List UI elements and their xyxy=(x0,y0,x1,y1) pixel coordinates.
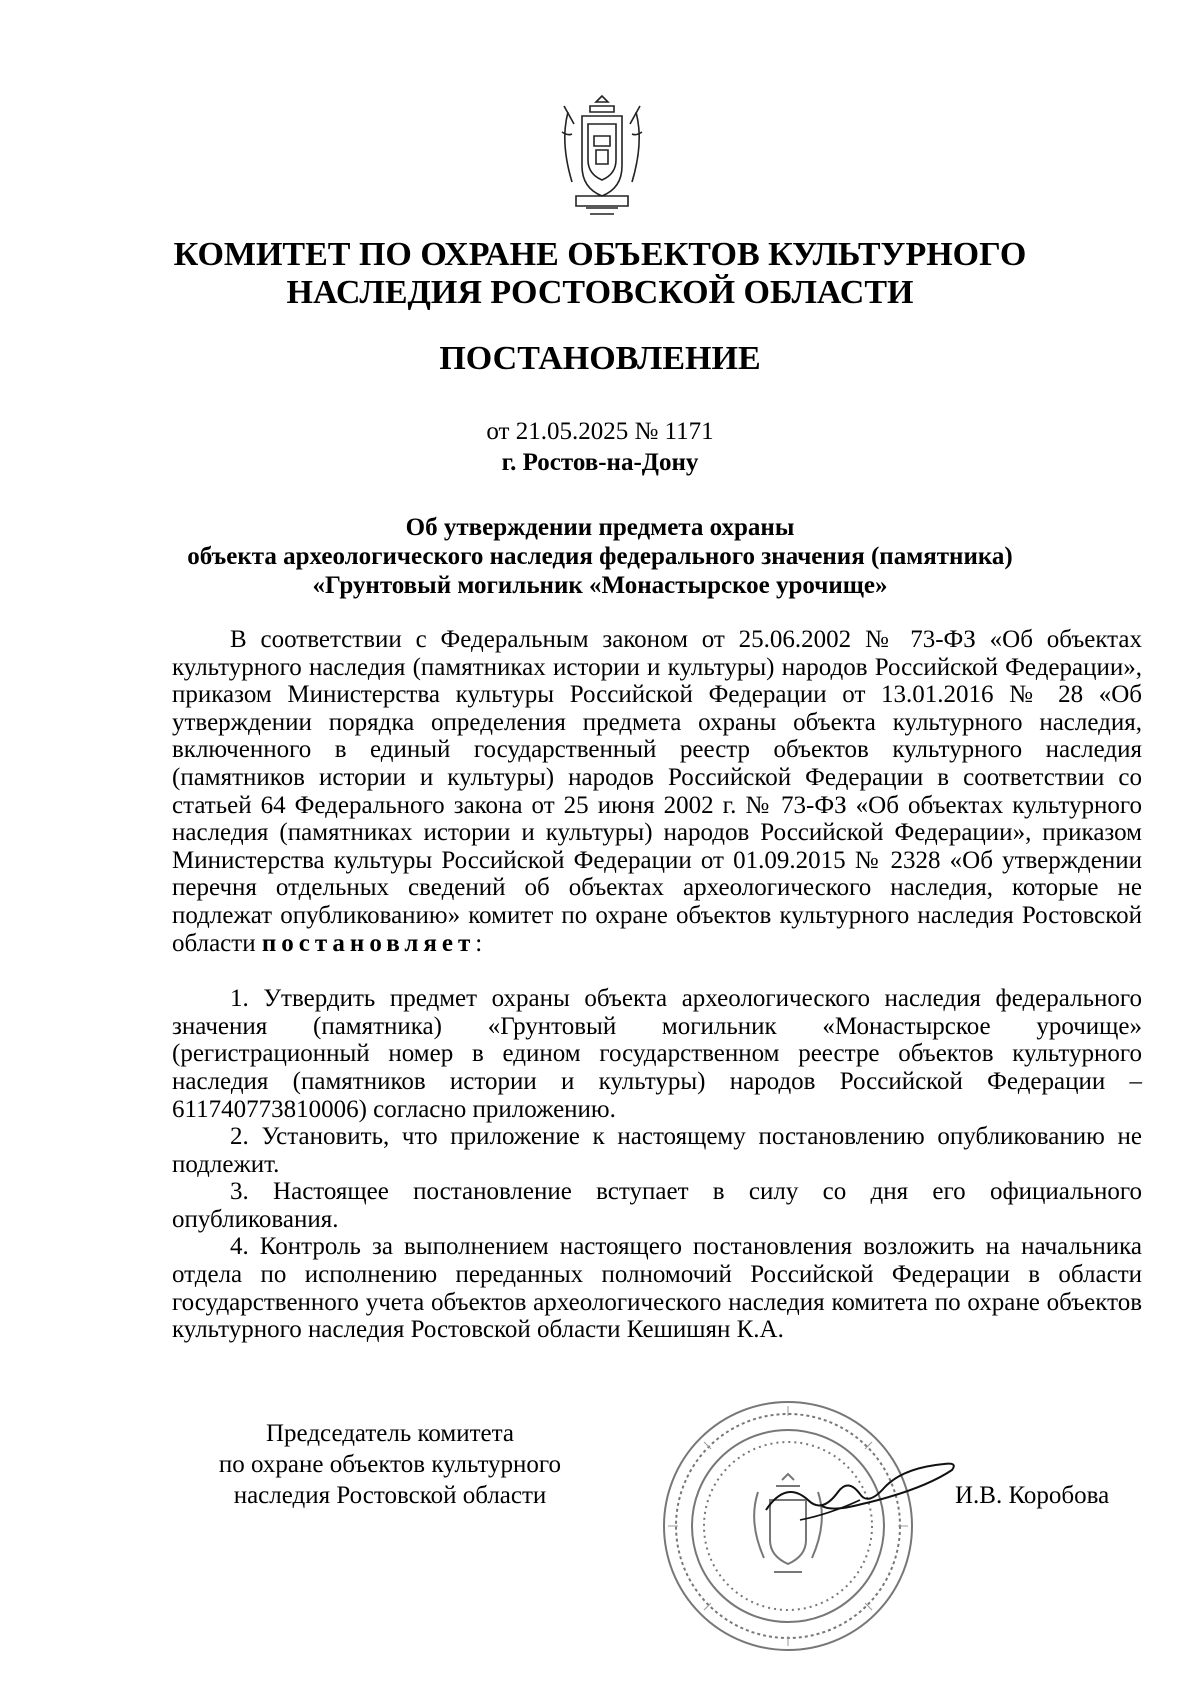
organization-name-line-2: НАСЛЕДИЯ РОСТОВСКОЙ ОБЛАСТИ xyxy=(286,274,914,311)
signer-name: И.В. Коробова xyxy=(955,1482,1110,1509)
subject-line-1: Об утверждении предмета охраны xyxy=(405,514,795,541)
rostov-region-coat-of-arms-icon xyxy=(556,92,648,220)
list-item: 4. Контроль за выполнением настоящего постановления возложить на начальника отдела по исполнению переданных полномочий Российской Федерации в области государственного учета объектов археологического наследия комитета по охране объектов культурного наследия Ростовской области Кешишян К.А. xyxy=(172,1233,1142,1344)
document-date-number: от 21.05.2025 № 1171 xyxy=(486,418,714,445)
preamble-text: В соответствии с Федеральным законом от 25.06.2002 № 73-ФЗ «Об объектах культурного наследия (памятниках истории и культуры) народов Российской Федерации», приказом Министерства культуры Российской Федерации от 13.01.2016 № 28 «Об утверждении порядка определения предмета охраны объекта культурного наследия, включенного в единый государственный реестр объектов культурного наследия (памятников истории и культуры) народов Российской Федерации в соответствии со статьей 64 Федерального закона от 25 июня 2002 г. № 73-ФЗ «Об объектах культурного наследия (памятниках истории и культуры) народов Российской Федерации», приказом Министерства культуры Российской Федерации от 01.09.2015 № 2328 «Об утверждении перечня отдельных сведений об объектах археологического наследия, которые не подлежат опубликованию» комитет по охране объектов культурного наследия Ростовской области xyxy=(172,626,1142,957)
document-type-title: ПОСТАНОВЛЕНИЕ xyxy=(439,340,761,377)
document-city: г. Ростов-на-Дону xyxy=(501,449,699,476)
signer-position-line-3: наследия Ростовской области xyxy=(233,1482,547,1509)
signer-position xyxy=(180,1418,600,1511)
list-item: 1. Утвердить предмет охраны объекта археологического наследия федерального значения (памятника) «Грунтовый могильник «Монастырское урочище» (регистрационный номер в едином государственном реестре объектов культурного наследия (памятников истории и культуры) народов Российской Федерации – 611740773810006) согласно приложению. xyxy=(172,985,1142,1123)
decree-colon: : xyxy=(475,929,483,957)
document-body xyxy=(172,626,1142,1344)
preamble-paragraph xyxy=(172,626,1142,957)
signer-position-line-2: по охране объектов культурного xyxy=(218,1451,562,1478)
decree-word: постановляет xyxy=(261,929,476,957)
handwritten-signature-icon xyxy=(760,1450,960,1540)
subject-line-2: объекта археологического наследия федерального значения (памятника) xyxy=(187,543,1013,570)
document-subject xyxy=(150,513,1050,600)
subject-line-3: «Грунтовый могильник «Монастырское урочище» xyxy=(312,572,888,599)
list-item: 2. Установить, что приложение к настоящему постановлению опубликованию не подлежит. xyxy=(172,1123,1142,1178)
list-item: 3. Настоящее постановление вступает в силу со дня его официального опубликования. xyxy=(172,1178,1142,1233)
signer-position-line-1: Председатель комитета xyxy=(266,1420,514,1447)
organization-name-line-1: КОМИТЕТ ПО ОХРАНЕ ОБЪЕКТОВ КУЛЬТУРНОГО xyxy=(173,236,1027,273)
